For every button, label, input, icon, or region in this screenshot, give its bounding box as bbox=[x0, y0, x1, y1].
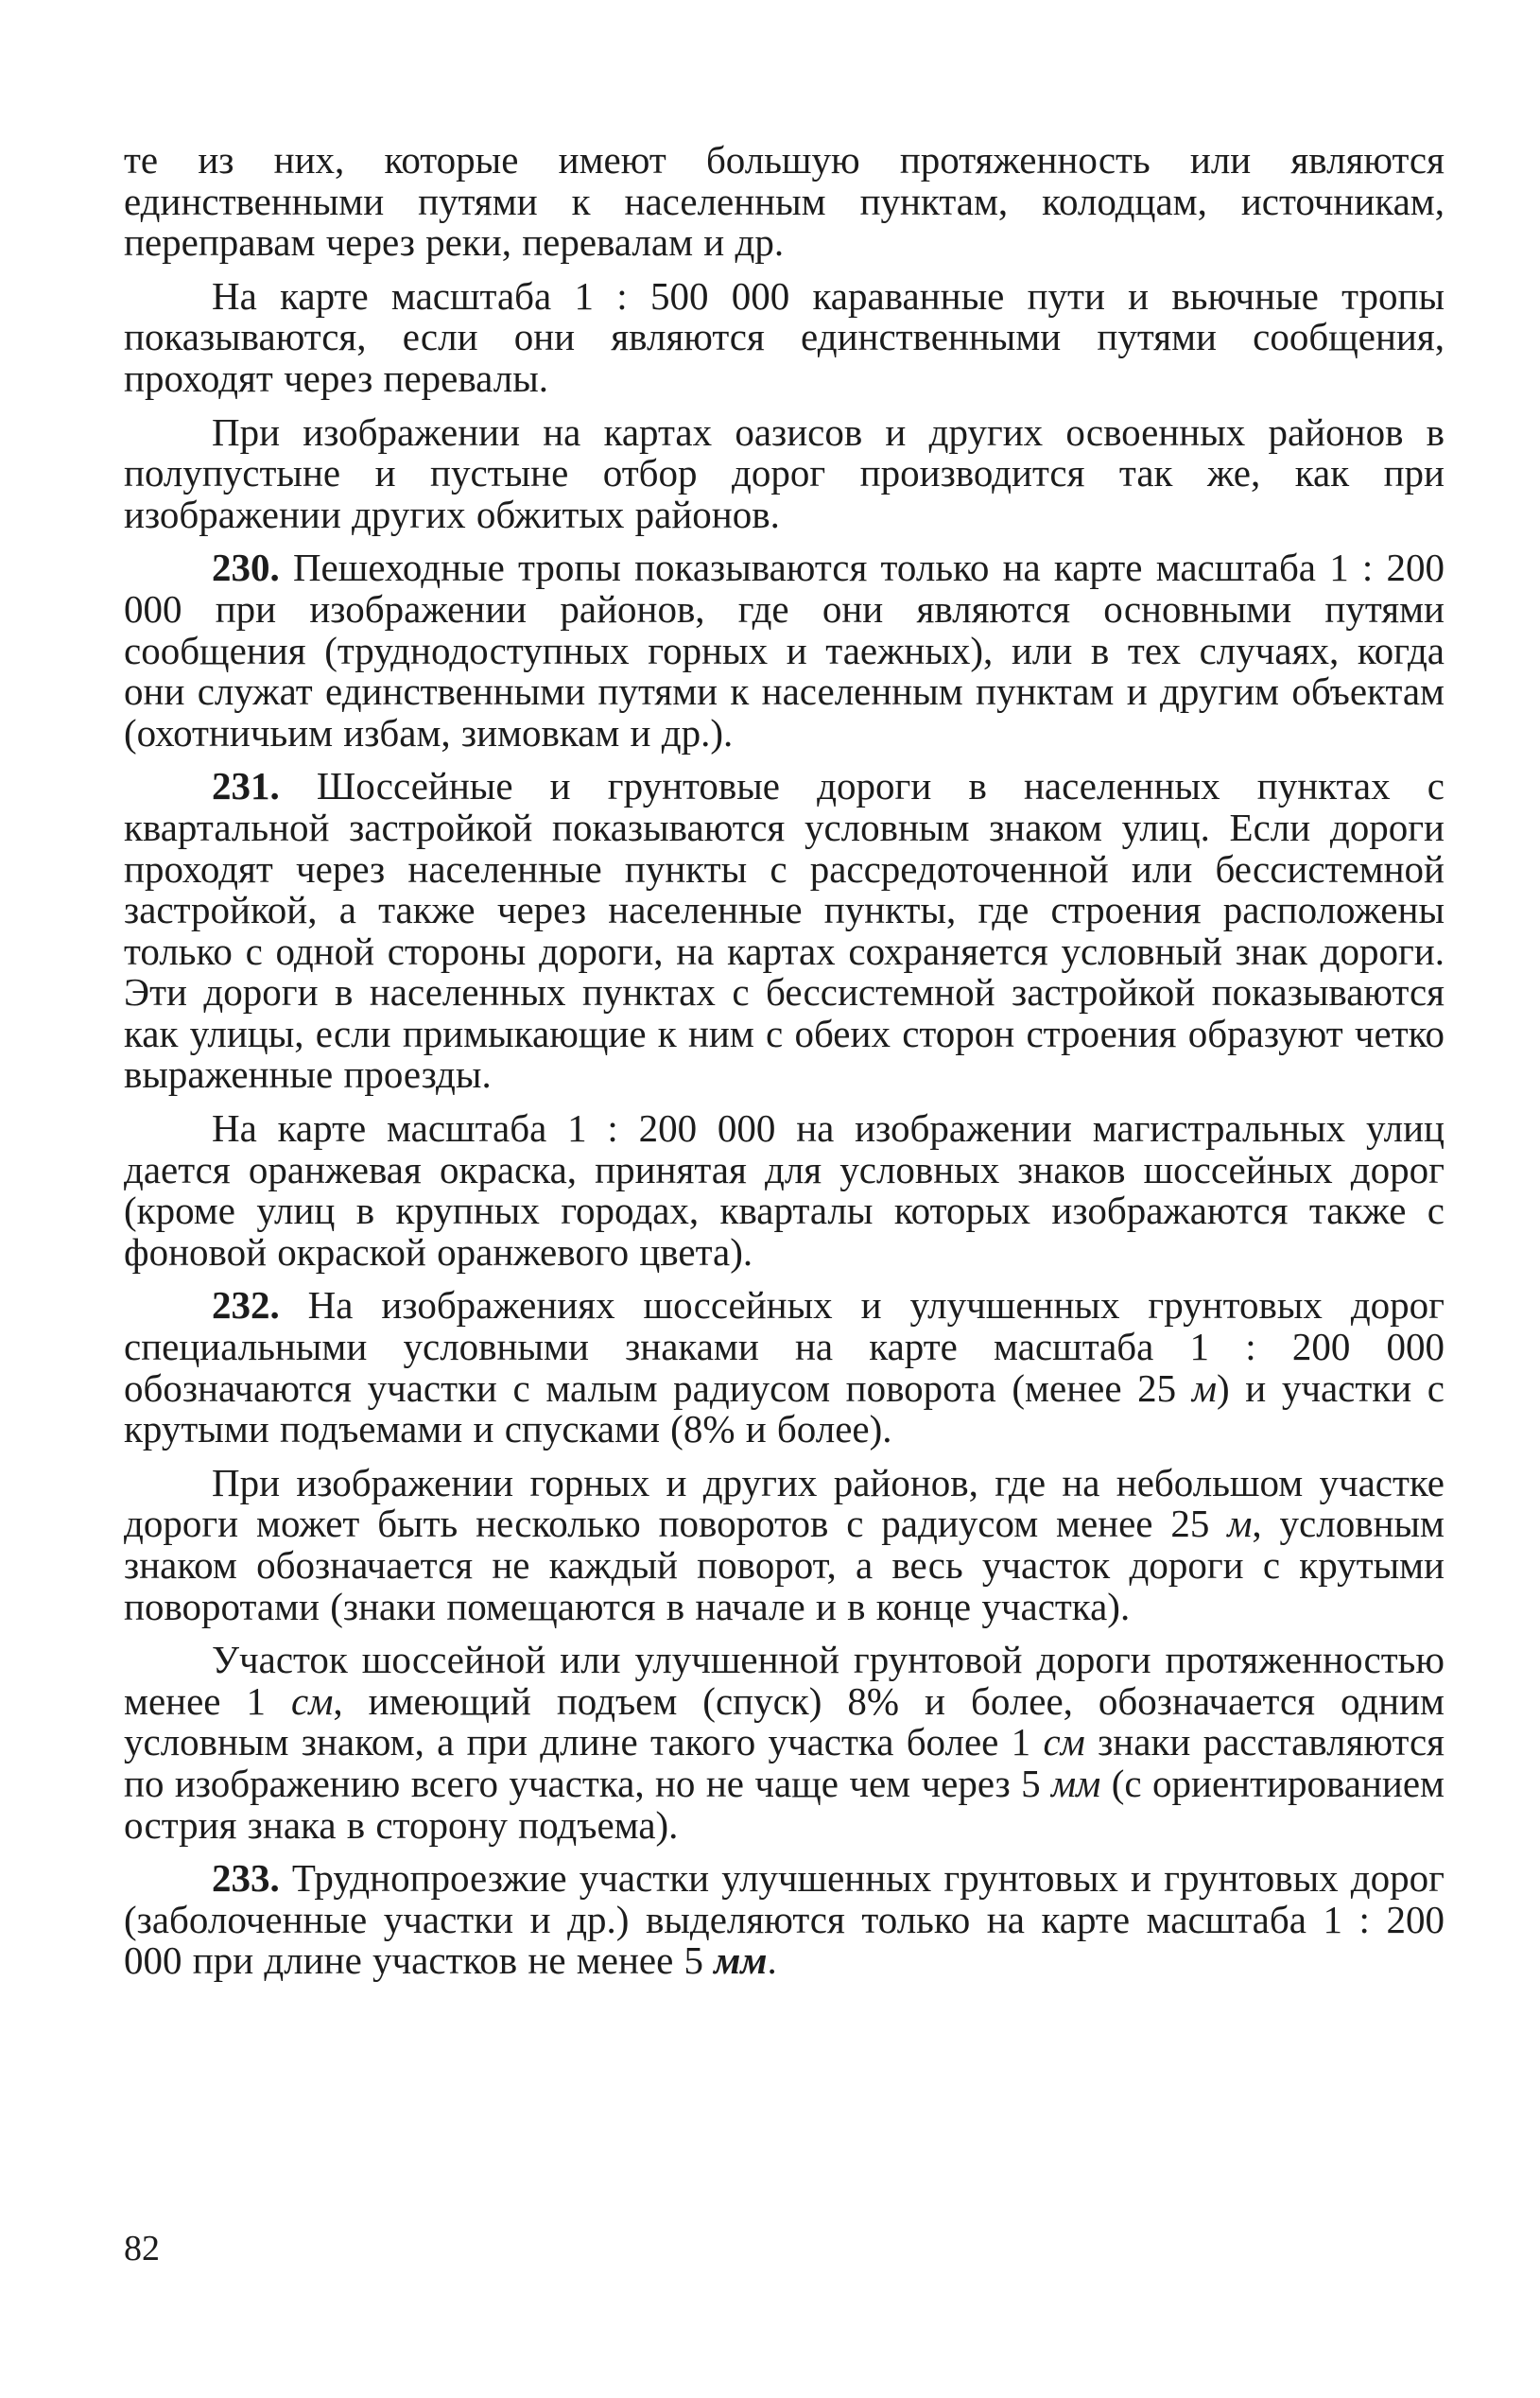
unit-abbreviation: мм bbox=[1051, 1761, 1101, 1805]
paragraph bbox=[124, 1108, 1445, 1273]
text-run: (с ориентированием острия знака в сторону подъема). bbox=[124, 1761, 1445, 1847]
text-run: При изображении на картах оазисов и других освоенных районов в полупустыне и пустыне отбор дорог производится так же, как при изображении других обжитых районов. bbox=[124, 409, 1445, 536]
page-body-text bbox=[124, 140, 1445, 1994]
text-run: Шоссейные и грунтовые дороги в населенных пунктах с квартальной застройкой показываются условным знаком улиц. Если дороги проходят через населенные пункты с рассредоточенной или бессистемной застройкой, а также через населенные пункты, где строения расположены только с одной стороны дороги, на картах сохраняется условный знак дороги. Эти дороги в населенных пунктах с бессистемной застройкой показываются как улицы, если примыкающие к ним с обеих сторон строения образуют четко выраженные проезды. bbox=[124, 764, 1445, 1097]
paragraph bbox=[124, 409, 1445, 536]
unit-abbreviation: мм bbox=[714, 1938, 768, 1983]
paragraph bbox=[124, 1460, 1445, 1628]
text-run: При изображении горных и других районов, где на небольшом участке дороги может быть несколько поворотов с радиусом менее 25 bbox=[124, 1460, 1445, 1546]
section-number: 230. bbox=[212, 546, 280, 590]
text-run: На изображениях шоссейных и улучшенных грунтовых дорог специальными условными знаками на карте масштаба 1 : 200 000 обозначаются участки с малым радиусом поворота (менее 25 bbox=[124, 1283, 1445, 1410]
text-run: На карте масштаба 1 : 500 000 караванные пути и вьючные тропы показываются, если они являются единственными путями сообщения, проходят через перевалы. bbox=[124, 273, 1445, 400]
text-run: , имеющий подъем (спуск) 8% и более, обозначается одним условным знаком, а при длине такого участка более 1 bbox=[124, 1678, 1445, 1764]
paragraph bbox=[124, 766, 1445, 1096]
text-run: знаки расставляются по изображению всего участка, но не чаще чем через 5 bbox=[124, 1720, 1445, 1805]
unit-abbreviation: м bbox=[1191, 1365, 1217, 1410]
unit-abbreviation: м bbox=[1227, 1502, 1253, 1546]
text-run: те из них, которые имеют большую протяженность или являются единственными путями к населенным пунктам, колодцам, источникам, переправам через реки, перевалам и др. bbox=[124, 138, 1445, 265]
paragraph bbox=[124, 1858, 1445, 1982]
text-run: ) и участки с крутыми подъемами и спусками (8% и более). bbox=[124, 1365, 1445, 1451]
unit-abbreviation: см bbox=[291, 1678, 334, 1723]
text-run: Пешеходные тропы показываются только на карте масштаба 1 : 200 000 при изображении районов, где они являются основными путями сообщения (труднодоступных горных и таежных), или в тех случаях, когда они служат единственными путями к населенным пунктам и другим объектам (охотничьим избам, зимовкам и др.). bbox=[124, 546, 1445, 755]
section-number: 232. bbox=[212, 1283, 280, 1328]
text-run: Участок шоссейной или улучшенной грунтовой дороги протяженностью менее 1 bbox=[124, 1638, 1445, 1723]
text-run: Труднопроезжие участки улучшенных грунтовых и грунтовых дорог (заболоченные участки и др.) выделяются только на карте масштаба 1 : 200 000 при длине участков не менее 5 bbox=[124, 1856, 1445, 1983]
paragraph bbox=[124, 273, 1445, 400]
page-number: 82 bbox=[124, 2229, 160, 2268]
paragraph bbox=[124, 140, 1445, 264]
unit-abbreviation: см bbox=[1043, 1720, 1085, 1764]
section-number: 231. bbox=[212, 764, 280, 808]
text-run: , условным знаком обозначается не каждый поворот, а весь участок дороги с крутыми поворотами (знаки помещаются в начале и в конце участка). bbox=[124, 1502, 1445, 1628]
paragraph bbox=[124, 547, 1445, 754]
text-run: . bbox=[767, 1938, 777, 1983]
section-number: 233. bbox=[212, 1856, 280, 1901]
paragraph bbox=[124, 1285, 1445, 1450]
text-run: На карте масштаба 1 : 200 000 на изображении магистральных улиц дается оранжевая окраска, принятая для условных знаков шоссейных дорог (кроме улиц в крупных городах, кварталы которых изображаются также с фоновой окраской оранжевого цвета). bbox=[124, 1106, 1445, 1274]
paragraph bbox=[124, 1640, 1445, 1846]
